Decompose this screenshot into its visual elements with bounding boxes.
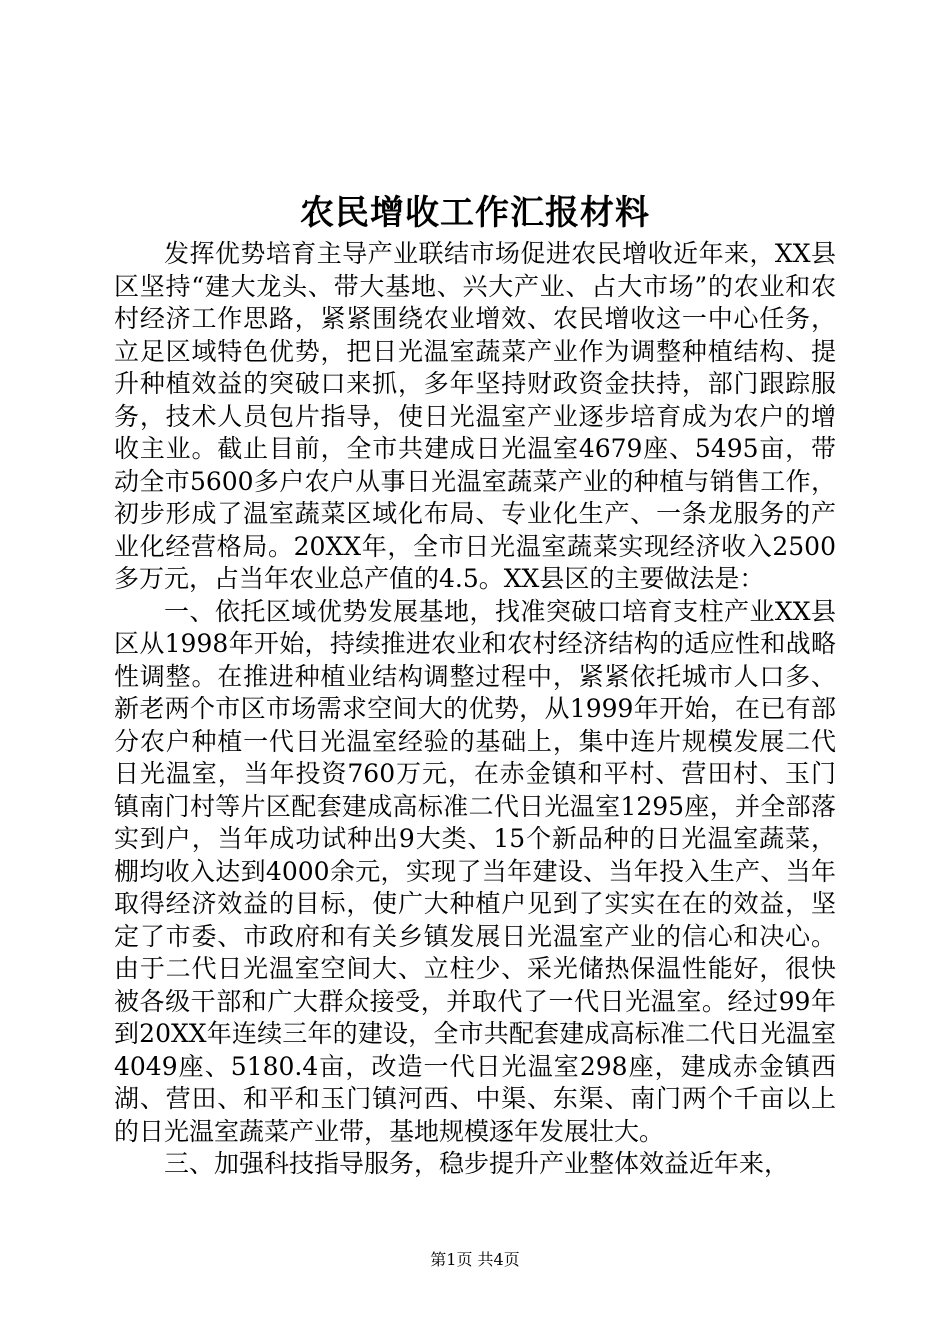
document-body	[114, 238, 836, 1181]
document-title: 农民增收工作汇报材料	[300, 193, 650, 233]
paragraph-section-1: 一、依托区域优势发展基地，找准突破口培育支柱产业XX县区从1998年开始，持续推进农业和农村经济结构的适应性和战略性调整。在推进种植业结构调整过程中，紧紧依托城市人口多、新老两个市区市场需求空间大的优势，从1999年开始，在已有部分农户种植一代日光温室经验的基础上，集中连片规模发展二代日光温室，当年投资760万元，在赤金镇和平村、营田村、玉门镇南门村等片区配套建成高标准二代日光温室1295座，并全部落实到户，当年成功试种出9大类、15个新品种的日光温室蔬菜，棚均收入达到4000余元，实现了当年建设、当年投入生产、当年取得经济效益的目标，使广大种植户见到了实实在在的效益，坚定了市委、市政府和有关乡镇发展日光温室产业的信心和决心。由于二代日光温室空间大、立柱少、采光储热保温性能好，很快被各级干部和广大群众接受，并取代了一代日光温室。经过99年到20XX年连续三年的建设，全市共配套建成高标准二代日光温室4049座、5180.4亩，改造一代日光温室298座，建成赤金镇西湖、营田、和平和玉门镇河西、中渠、东渠、南门两个千亩以上的日光温室蔬菜产业带，基地规模逐年发展壮大。	[114, 596, 836, 1146]
page-footer: 第1页 共4页	[430, 1250, 520, 1269]
paragraph-section-3: 三、加强科技指导服务，稳步提升产业整体效益近年来，	[164, 1149, 790, 1178]
paragraph-intro: 发挥优势培育主导产业联结市场促进农民增收近年来，XX县区坚持“建大龙头、带大基地、兴大产业、占大市场”的农业和农村经济工作思路，紧紧围绕农业增效、农民增收这一中心任务，立足区域特色优势，把日光温室蔬菜产业作为调整种植结构、提升种植效益的突破口来抓，多年坚持财政资金扶持，部门跟踪服务，技术人员包片指导，使日光温室产业逐步培育成为农户的增收主业。截止目前，全市共建成日光温室4679座、5495亩，带动全市5600多户农户从事日光温室蔬菜产业的种植与销售工作，初步形成了温室蔬菜区域化布局、专业化生产、一条龙服务的产业化经营格局。20XX年，全市日光温室蔬菜实现经济收入2500多万元，占当年农业总产值的4.5。XX县区的主要做法是：	[114, 239, 836, 593]
